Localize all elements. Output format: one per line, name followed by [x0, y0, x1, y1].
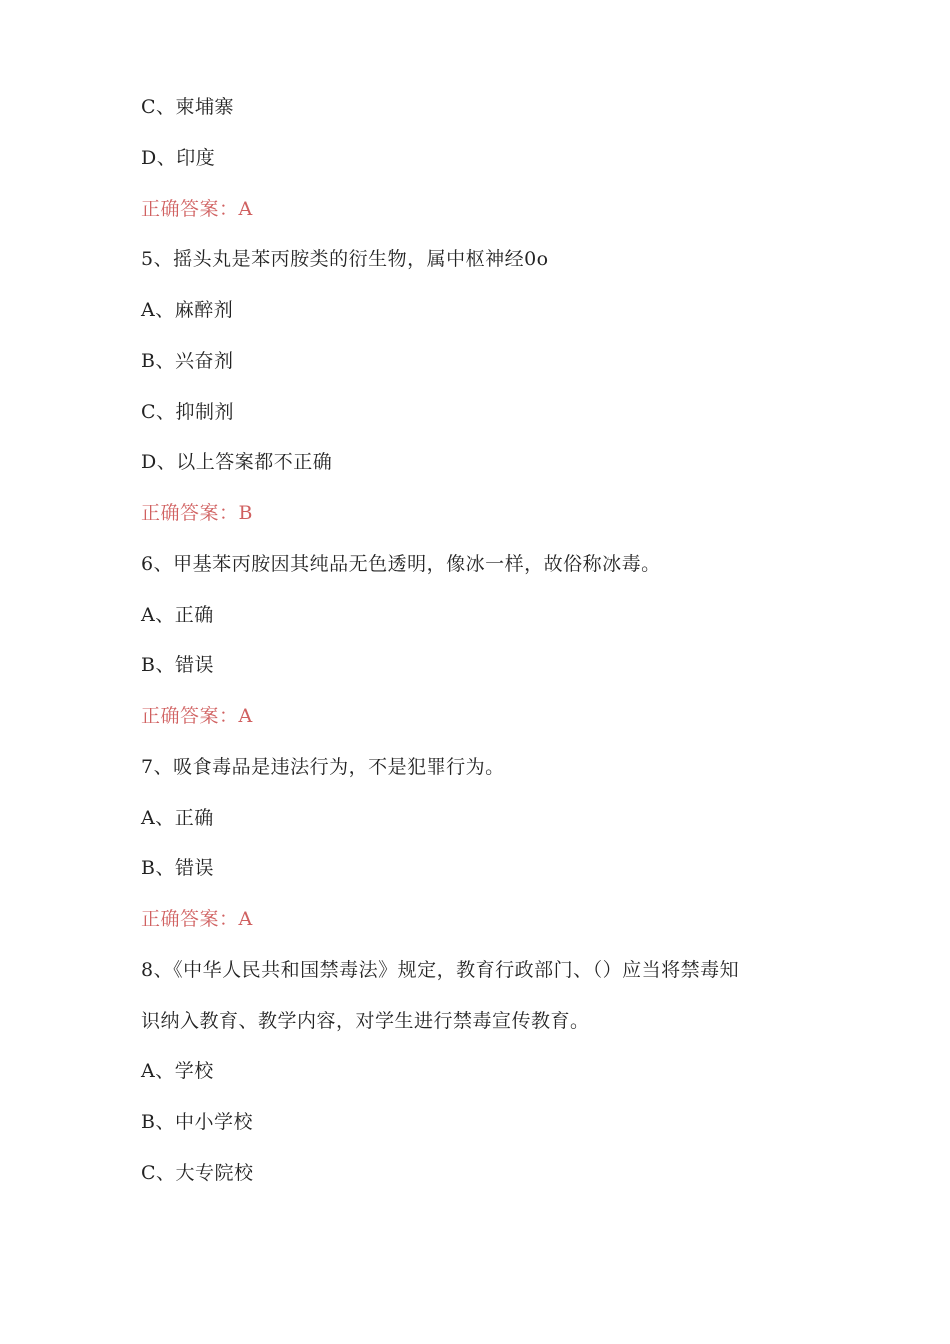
question-8-continuation: 识纳入教育、教学内容，对学生进行禁毒宣传教育。 — [141, 1010, 590, 1032]
option-b-wrong: B、错误 — [141, 857, 214, 879]
question-7: 7、吸食毒品是违法行为，不是犯罪行为。 — [141, 756, 505, 778]
correct-answer-q7: 正确答案：A — [141, 908, 253, 930]
option-c-college: C、大专院校 — [141, 1162, 254, 1184]
question-8: 8、《中华人民共和国禁毒法》规定，教育行政部门、（）应当将禁毒知 — [141, 959, 740, 981]
option-d-india: D、印度 — [141, 147, 216, 169]
option-a-correct: A、正确 — [141, 604, 214, 626]
correct-answer-q6: 正确答案：A — [141, 705, 253, 727]
correct-answer-q5: 正确答案：B — [141, 502, 253, 524]
question-5: 5、摇头丸是苯丙胺类的衍生物，属中枢神经0o — [141, 248, 549, 270]
question-6: 6、甲基苯丙胺因其纯品无色透明，像冰一样，故俗称冰毒。 — [141, 553, 661, 575]
option-c-cambodia: C、柬埔寨 — [141, 96, 235, 118]
option-a-correct: A、正确 — [141, 807, 214, 829]
option-a-school: A、学校 — [141, 1060, 214, 1082]
option-d-none-correct: D、以上答案都不正确 — [141, 451, 333, 473]
option-a-anesthetic: A、麻醉剂 — [141, 299, 234, 321]
option-b-stimulant: B、兴奋剂 — [141, 350, 234, 372]
option-c-depressant: C、抑制剂 — [141, 401, 235, 423]
correct-answer-q4: 正确答案：A — [141, 198, 253, 220]
option-b-primary-secondary-school: B、中小学校 — [141, 1111, 253, 1133]
option-b-wrong: B、错误 — [141, 654, 214, 676]
